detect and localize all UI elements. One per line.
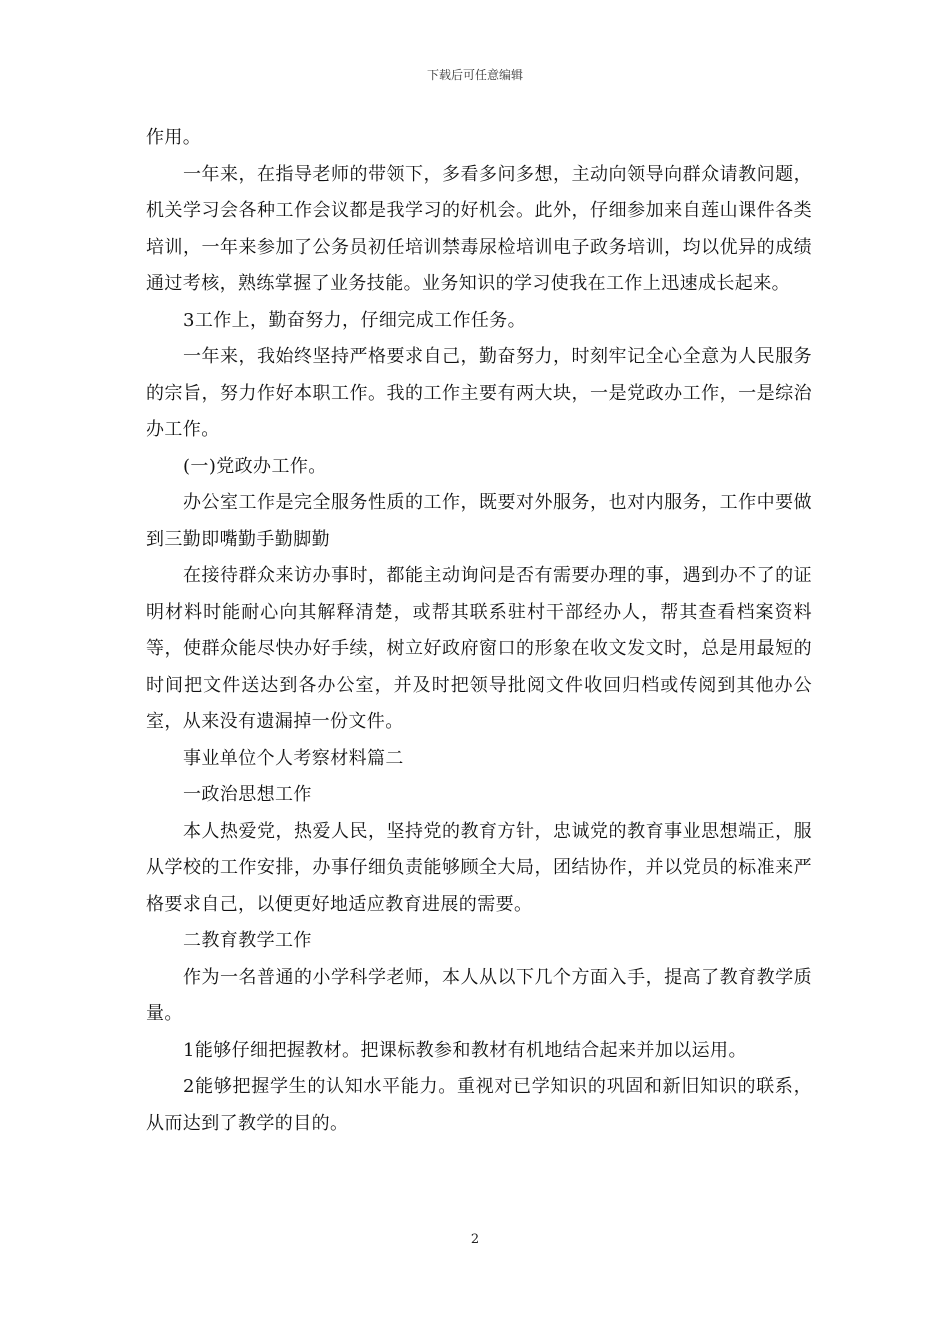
paragraph: 1能够仔细把握教材。把课标教参和教材有机地结合起来并加以运用。 [183, 1039, 747, 1061]
document-body [146, 120, 812, 1142]
paragraph: 一年来，在指导老师的带领下，多看多问多想，主动向领导向群众请教问题，机关学习会各种工作会议都是我学习的好机会。此外，仔细参加来自莲山课件各类培训，一年来参加了公务员初任培训禁毒尿检培训电子政务培训，均以优异的成绩通过考核，熟练掌握了业务技能。业务知识的学习使我在工作上迅速成长起来。 [146, 163, 812, 294]
paragraph: 本人热爱党，热爱人民，坚持党的教育方针，忠诚党的教育事业思想端正，服从学校的工作安排，办事仔细负责能够顾全大局，团结协作，并以党员的标准来严格要求自己，以便更好地适应教育进展的需要。 [146, 820, 812, 915]
subsection-heading: 一政治思想工作 [183, 784, 312, 805]
section-heading: 事业单位个人考察材料篇二 [183, 747, 404, 769]
paragraph: 办公室工作是完全服务性质的工作，既要对外服务，也对内服务，工作中要做到三勤即嘴勤手勤脚勤 [146, 492, 812, 550]
paragraph: 2能够把握学生的认知水平能力。重视对已学知识的巩固和新旧知识的联系，从而达到了教学的目的。 [146, 1076, 812, 1134]
paragraph: 在接待群众来访办事时，都能主动询问是否有需要办理的事，遇到办不了的证明材料时能耐心向其解释清楚，或帮其联系驻村干部经办人，帮其查看档案资料等，使群众能尽快办好手续，树立好政府窗口的形象在收文发文时，总是用最短的时间把文件送达到各办公室，并及时把领导批阅文件收回归档或传阅到其他办公室，从来没有遗漏掉一份文件。 [146, 565, 812, 732]
paragraph: 作用。 [146, 127, 202, 148]
subsection-heading: 二教育教学工作 [183, 930, 312, 951]
page-number: 2 [470, 1232, 480, 1247]
paragraph: 作为一名普通的小学科学老师，本人从以下几个方面入手，提高了教育教学质量。 [146, 966, 812, 1024]
page-header: 下载后可任意编辑 [426, 68, 523, 82]
paragraph: 3工作上，勤奋努力，仔细完成工作任务。 [183, 309, 527, 331]
paragraph: 一年来，我始终坚持严格要求自己，勤奋努力，时刻牢记全心全意为人民服务的宗旨，努力作好本职工作。我的工作主要有两大块，一是党政办工作，一是综治办工作。 [146, 346, 812, 440]
paragraph: (一)党政办工作。 [183, 455, 327, 477]
